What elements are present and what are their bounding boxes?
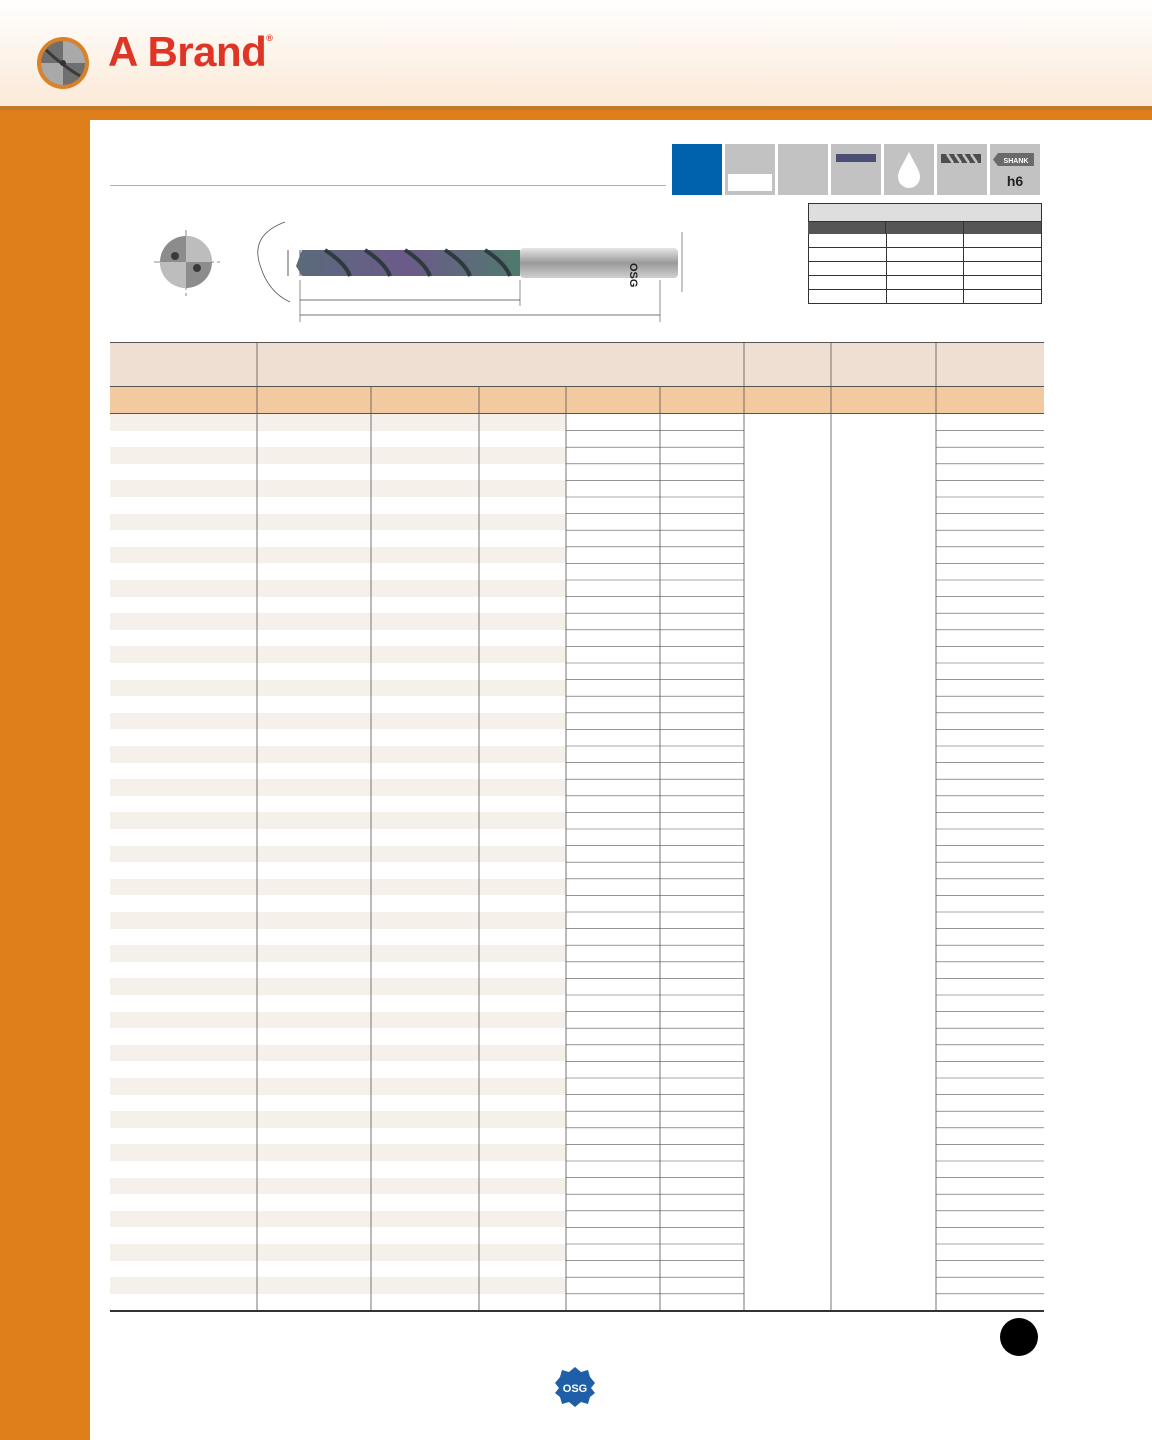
table-row xyxy=(110,1261,566,1278)
table-row xyxy=(110,912,566,929)
table-row xyxy=(110,846,566,863)
table-row xyxy=(110,1045,566,1062)
table-header-row xyxy=(110,342,1044,386)
coating-icon xyxy=(725,144,775,195)
table-row xyxy=(110,1012,566,1029)
table-row xyxy=(110,646,566,663)
table-row xyxy=(110,1095,566,1112)
table-row xyxy=(110,1227,566,1244)
table-row xyxy=(110,597,566,614)
left-side-bar xyxy=(0,110,90,1440)
table-row xyxy=(110,580,566,597)
table-row xyxy=(110,1211,566,1228)
table-row xyxy=(110,1161,566,1178)
table-row xyxy=(110,713,566,730)
page-number-badge xyxy=(1000,1318,1038,1356)
table-row xyxy=(110,829,566,846)
table-row xyxy=(110,563,566,580)
table-row xyxy=(110,796,566,813)
tolerance-row xyxy=(808,290,1042,304)
table-row xyxy=(110,862,566,879)
table-row xyxy=(110,763,566,780)
osg-logo-icon xyxy=(554,1366,596,1408)
registered-mark: ® xyxy=(266,33,273,43)
drill-drawing xyxy=(150,210,710,330)
blank-icon xyxy=(778,144,828,195)
h6-label: h6 xyxy=(1006,173,1024,189)
material-indicator-icon xyxy=(672,144,722,195)
table-row xyxy=(110,514,566,531)
table-row xyxy=(110,945,566,962)
shank-label: SHANK xyxy=(1003,158,1029,165)
table-row xyxy=(110,779,566,796)
tolerance-row xyxy=(808,248,1042,262)
tolerance-row xyxy=(808,234,1042,248)
table-row xyxy=(110,1061,566,1078)
helix-flute-icon xyxy=(937,144,987,195)
table-row xyxy=(110,431,566,448)
brand-title xyxy=(108,28,272,76)
table-row xyxy=(110,1078,566,1095)
table-row xyxy=(110,464,566,481)
table-row xyxy=(110,1194,566,1211)
top-orange-band xyxy=(90,110,1152,120)
table-row xyxy=(110,1294,566,1311)
table-row xyxy=(110,1244,566,1261)
tolerance-table xyxy=(808,203,1042,304)
table-row xyxy=(110,480,566,497)
footer-logo-text: OSG xyxy=(562,1383,588,1395)
table-row xyxy=(110,1144,566,1161)
drill-side-view xyxy=(258,222,682,322)
product-table xyxy=(110,342,1044,1312)
table-row xyxy=(110,746,566,763)
table-row xyxy=(110,1277,566,1294)
table-subheader-row xyxy=(110,386,1044,414)
table-row xyxy=(110,929,566,946)
table-row xyxy=(110,729,566,746)
table-row xyxy=(110,680,566,697)
table-row xyxy=(110,663,566,680)
table-row xyxy=(110,879,566,896)
table-row xyxy=(110,1028,566,1045)
drill-end-view xyxy=(154,230,220,296)
drill-end-disc-icon xyxy=(36,36,90,90)
table-row xyxy=(110,1178,566,1195)
table-row xyxy=(110,962,566,979)
table-row xyxy=(110,895,566,912)
coolant-drop-icon xyxy=(884,144,934,195)
table-row xyxy=(110,547,566,564)
table-row xyxy=(110,995,566,1012)
tolerance-row xyxy=(808,262,1042,276)
tolerance-row xyxy=(808,276,1042,290)
tolerance-table-subheader xyxy=(808,222,1042,234)
table-row xyxy=(110,630,566,647)
table-row xyxy=(110,447,566,464)
shank-h6-icon xyxy=(990,144,1040,195)
table-row xyxy=(110,414,566,431)
table-body xyxy=(110,414,1044,1310)
table-row xyxy=(110,696,566,713)
title-rule xyxy=(110,185,666,186)
table-row xyxy=(110,812,566,829)
table-row xyxy=(110,1128,566,1145)
brand-name: A Brand xyxy=(108,28,267,75)
table-row xyxy=(110,530,566,547)
table-row xyxy=(110,497,566,514)
flute-length-icon xyxy=(831,144,881,195)
feature-icon-strip xyxy=(672,144,1040,195)
table-row xyxy=(110,978,566,995)
table-row xyxy=(110,1111,566,1128)
tolerance-table-header xyxy=(808,203,1042,222)
table-row xyxy=(110,613,566,630)
shank-brand-mark: OSG xyxy=(627,263,639,288)
table-bottom-rule xyxy=(110,1310,1044,1312)
